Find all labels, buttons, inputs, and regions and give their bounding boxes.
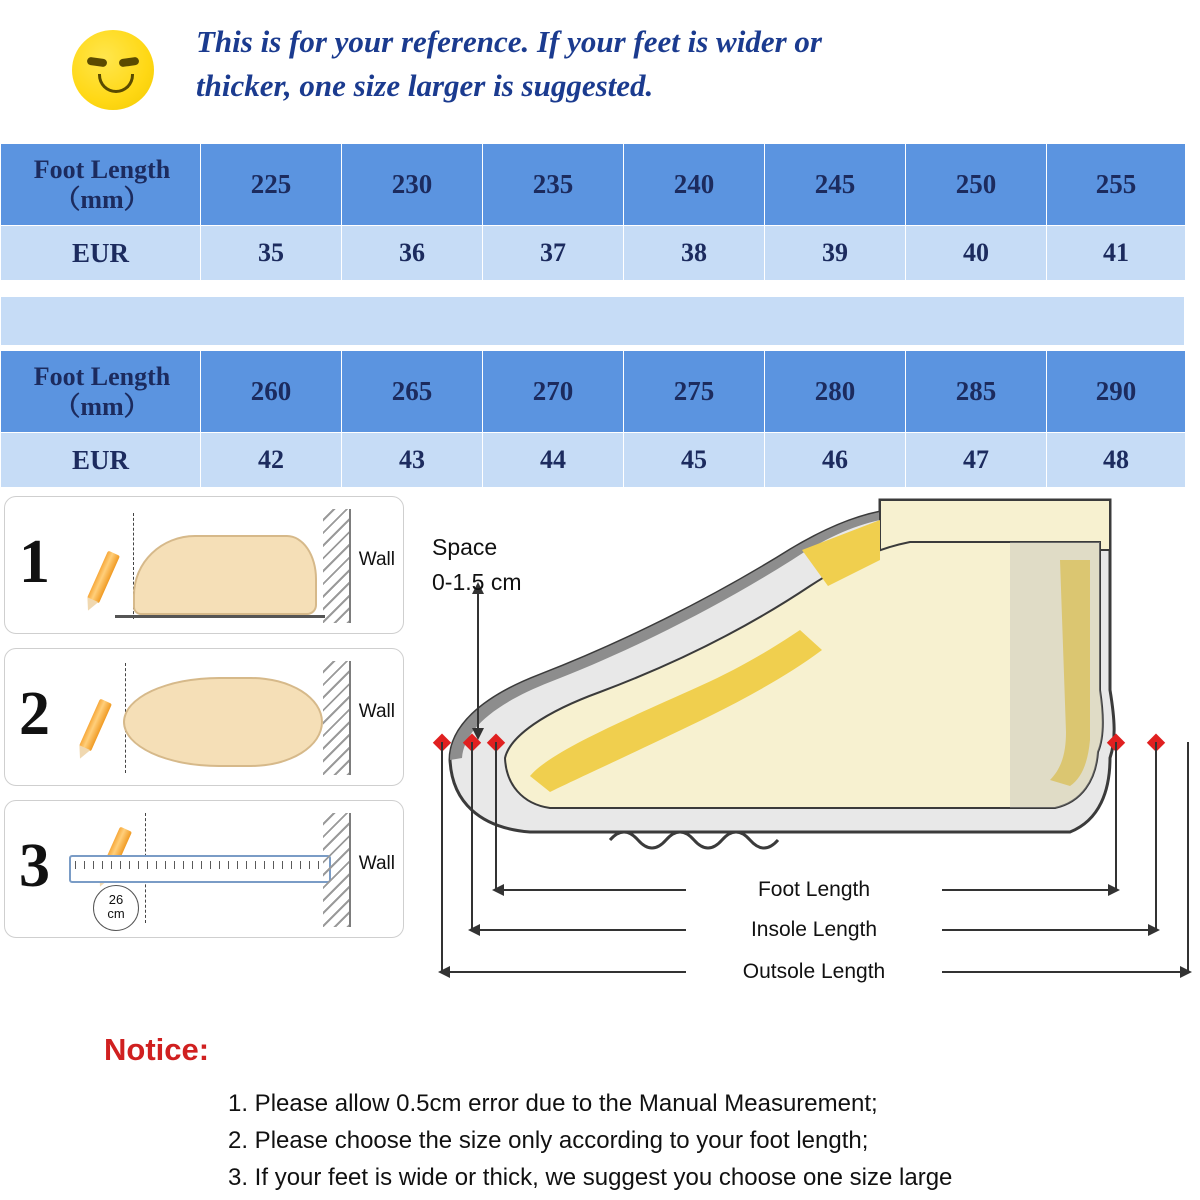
list-item: 3. If your feet is wide or thick, we suggest you choose one size large xyxy=(228,1164,953,1192)
shoe-cross-section-diagram xyxy=(410,490,1200,1020)
table-cell: 245 xyxy=(765,144,906,226)
header-banner xyxy=(0,0,1200,140)
table-cell: 235 xyxy=(483,144,624,226)
wall-label: Wall xyxy=(358,701,395,722)
table-cell: 47 xyxy=(906,433,1047,488)
smiley-eye-left xyxy=(87,57,108,68)
table-cell: 46 xyxy=(765,433,906,488)
table-cell: 275 xyxy=(624,351,765,433)
ground-line xyxy=(115,615,325,618)
smiley-eye-right xyxy=(119,57,140,68)
dimension-label-insole-length: Insole Length xyxy=(686,918,942,942)
table-cell: 260 xyxy=(201,351,342,433)
notice-list xyxy=(228,1085,1188,1197)
table-cell: 41 xyxy=(1047,226,1186,281)
measure-step-3 xyxy=(4,800,404,938)
table-cell: 36 xyxy=(342,226,483,281)
measure-step-1 xyxy=(4,496,404,634)
row-label-foot-length: Foot Length （mm） xyxy=(1,144,201,226)
measure-step-2 xyxy=(4,648,404,786)
table-cell: 225 xyxy=(201,144,342,226)
table-cell: 37 xyxy=(483,226,624,281)
table-divider xyxy=(0,296,1185,346)
list-item: 1. Please allow 0.5cm error due to the Manual Measurement; xyxy=(228,1090,878,1117)
foot-side-view-icon xyxy=(133,535,317,615)
wall-label: Wall xyxy=(358,549,395,570)
table-row xyxy=(1,351,1186,433)
table-cell: 35 xyxy=(201,226,342,281)
smiley-mouth xyxy=(98,74,134,93)
header-text xyxy=(196,20,1096,108)
table-cell: 39 xyxy=(765,226,906,281)
table-cell: 265 xyxy=(342,351,483,433)
table-cell: 240 xyxy=(624,144,765,226)
dimension-label-foot-length: Foot Length xyxy=(686,878,942,902)
table-cell: 280 xyxy=(765,351,906,433)
foot-top-view-icon xyxy=(123,677,323,767)
row-label-eur: EUR xyxy=(1,226,201,281)
pencil-icon xyxy=(79,699,112,752)
table-cell: 44 xyxy=(483,433,624,488)
table-row xyxy=(1,433,1186,488)
table-cell: 255 xyxy=(1047,144,1186,226)
step-number: 1 xyxy=(19,528,50,596)
smiley-face-icon xyxy=(72,30,154,110)
measurement-unit: cm xyxy=(107,905,125,921)
header-line-1: This is for your reference. If your feet is wider or xyxy=(196,24,822,59)
table-row xyxy=(1,144,1186,226)
measurement-bubble xyxy=(93,885,139,931)
table-cell: 45 xyxy=(624,433,765,488)
table-cell: 42 xyxy=(201,433,342,488)
list-item: 2. Please choose the size only according to your foot length; xyxy=(228,1127,869,1155)
measure-steps-panel xyxy=(4,496,408,952)
row-label-foot-length: Foot Length （mm） xyxy=(1,351,201,433)
heel-inner xyxy=(1010,542,1103,808)
step-number: 3 xyxy=(19,832,50,900)
table-cell: 43 xyxy=(342,433,483,488)
table-cell: 48 xyxy=(1047,433,1186,488)
table-cell: 250 xyxy=(906,144,1047,226)
pencil-icon xyxy=(87,551,120,604)
size-table-1 xyxy=(0,143,1186,281)
ruler-ticks xyxy=(75,861,325,869)
notice-title: Notice: xyxy=(104,1032,210,1067)
header-line-2: thicker, one size larger is suggested. xyxy=(196,68,654,104)
dimension-label-outsole-length: Outsole Length xyxy=(686,960,942,984)
wall-label: Wall xyxy=(358,853,395,874)
wall-hatch-icon xyxy=(323,661,351,775)
table-cell: 38 xyxy=(624,226,765,281)
table-row xyxy=(1,226,1186,281)
wall-hatch-icon xyxy=(323,813,351,927)
size-table-2 xyxy=(0,350,1186,488)
table-cell: 285 xyxy=(906,351,1047,433)
space-label: Space 0-1.5 cm xyxy=(432,534,522,595)
table-cell: 270 xyxy=(483,351,624,433)
measurement-value: 26 xyxy=(108,892,124,907)
table-cell: 40 xyxy=(906,226,1047,281)
row-label-eur: EUR xyxy=(1,433,201,488)
wall-hatch-icon xyxy=(323,509,351,623)
step-number: 2 xyxy=(19,680,50,748)
sole-tread xyxy=(610,832,778,848)
ruler-icon xyxy=(69,855,331,883)
table-cell: 230 xyxy=(342,144,483,226)
table-cell: 290 xyxy=(1047,351,1186,433)
